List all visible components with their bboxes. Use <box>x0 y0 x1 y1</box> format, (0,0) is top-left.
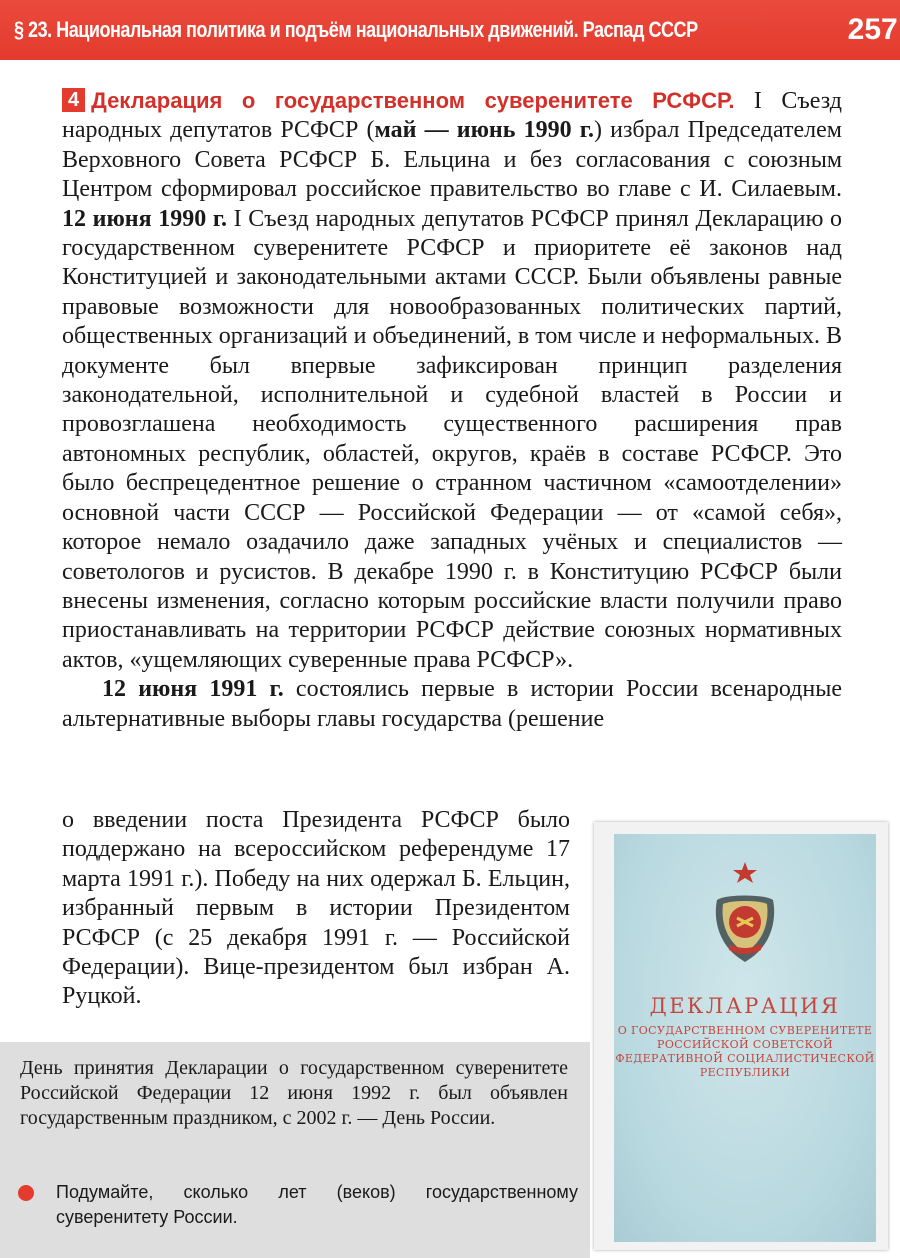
paragraph-text: ) избрал Председателем Верховного Совета РСФСР Б. Ельцина и без согласования с союзным Центром сформировал российское правительство во главе с И. Силаевым. <box>62 117 842 203</box>
paragraph-elections-continued <box>62 806 570 1012</box>
note-text <box>20 1056 568 1131</box>
cover-subtitle: О ГОСУДАРСТВЕННОМ СУВЕРЕНИТЕТЕ РОССИЙСКОЙ СОВЕТСКОЙ ФЕДЕРАТИВНОЙ СОЦИАЛИСТИЧЕСКОЙ РЕСПУБЛИКИ <box>615 1024 875 1079</box>
paragraph-text: о введении поста Президента РСФСР было поддержано на всероссийском референдуме 17 марта 1991 г.). Победу на них одержал Б. Ельцин, избранный первым в истории Президентом РСФСР (с 25 декабря 1991 г. — Российской Федерации). Вице-президентом был избран А. Руцкой. <box>62 807 570 1010</box>
paragraph-text: I Съезд народных депутатов РСФСР ( <box>62 88 842 144</box>
paragraph-elections <box>62 675 842 734</box>
chapter-title: § 23. Национальная политика и подъём национальных движений. Распад СССР <box>14 17 698 42</box>
section-number-badge: 4 <box>62 88 85 112</box>
cover-title: ДЕКЛАРАЦИЯ <box>649 994 841 1018</box>
page-number: 257 <box>847 13 898 46</box>
task-text: Подумайте, сколько лет (веков) государственному суверенитету России. <box>56 1182 578 1227</box>
page-header <box>0 0 900 60</box>
section-title: Декларация о государственном суверенитете РСФСР. <box>91 88 735 113</box>
note-paragraph: День принятия Декларации о государственном суверенитете Российской Федерации 12 июня 1992 г. был объявлен государственным праздником, с 2002 г. — День России. <box>20 1057 568 1129</box>
declaration-cover-image <box>614 834 876 1242</box>
date-highlight: май — июнь 1990 г. <box>374 117 594 144</box>
bullet-icon <box>18 1185 34 1201</box>
date-highlight: 12 июня 1991 г. <box>102 676 284 703</box>
paragraph-text: I Съезд народных депутатов РСФСР принял Декларацию о государственном суверенитете РСФСР и приоритете её законов над Конституцией и законодательными актами СССР. Были объявлены равные правовые возможности для новообразованных политических партий, общественных организаций и объединений, в том числе и неформальных. В документе был впервые зафиксирован принцип разделения законодательной, исполнительной и судебной властей в России и провозглашена необходимость существенного расширения прав автономных республик, областей, округов, краёв в составе РСФСР. Это было беспрецедентное решение о странном частичном «самоотделении» основной части СССР — Российской Федерации — от «самой себя», которое немало озадачило даже западных учёных и специалистов — советологов и русистов. В декабре 1990 г. в Конституцию РСФСР были внесены изменения, согласно которым российские власти получили право приостанавливать на территории РСФСР действие союзных нормативных актов, «ущемляющих суверенные права РСФСР». <box>62 205 842 673</box>
date-highlight: 12 июня 1990 г. <box>62 205 228 232</box>
main-text <box>62 86 842 734</box>
emblem-icon <box>707 860 783 972</box>
paragraph-text: состоялись первые в истории России всенародные альтернативные выборы главы государства (решение <box>62 676 842 732</box>
task-question <box>18 1180 578 1230</box>
paragraph-declaration <box>62 86 842 675</box>
